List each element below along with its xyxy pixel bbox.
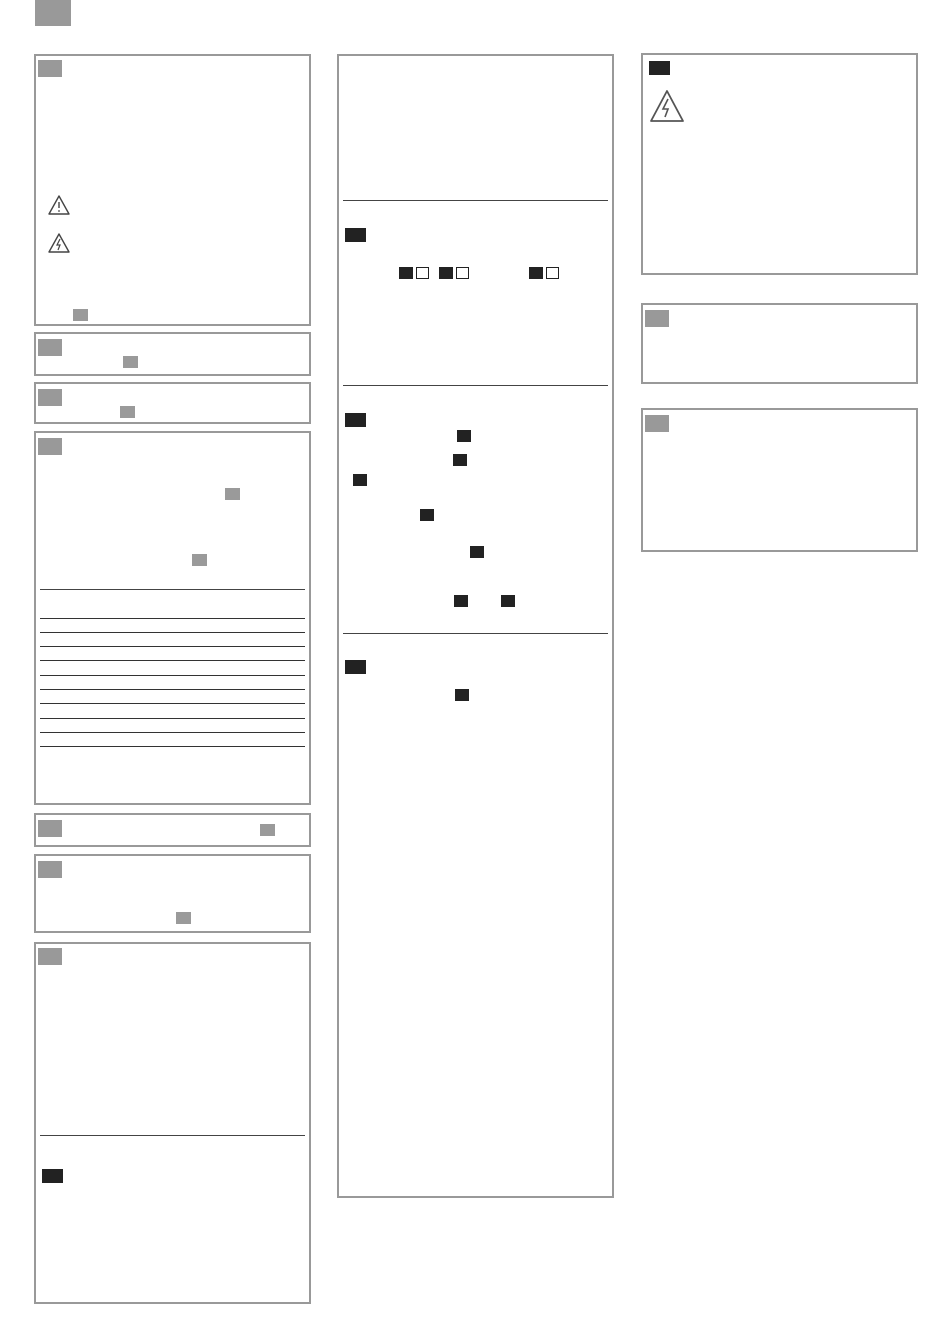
table-row [40, 718, 305, 719]
indicator-filled [399, 267, 413, 279]
left-section-6 [34, 854, 311, 933]
inline-reference [470, 546, 484, 558]
subsection-marker [345, 413, 366, 427]
left-section-3 [34, 382, 311, 424]
subsection-marker [649, 61, 670, 75]
table-row [40, 618, 305, 619]
indicator-filled [439, 267, 453, 279]
subsection-marker [42, 1169, 63, 1183]
subsection-marker [345, 660, 366, 674]
inline-reference [455, 689, 469, 701]
inline-marker [123, 356, 138, 368]
section-marker [38, 438, 62, 455]
section-divider [40, 1135, 305, 1136]
left-section-safety [34, 54, 311, 326]
table-row [40, 732, 305, 733]
section-marker [38, 389, 62, 406]
inline-reference [501, 595, 515, 607]
table-row [40, 632, 305, 633]
table-row [40, 660, 305, 661]
left-section-table [34, 431, 311, 805]
section-divider [343, 385, 608, 386]
table-row [40, 703, 305, 704]
inline-reference [420, 509, 434, 521]
left-section-2 [34, 332, 311, 376]
section-marker [645, 310, 669, 327]
inline-reference [453, 454, 467, 466]
inline-reference [457, 430, 471, 442]
section-marker [38, 339, 62, 356]
indicator-empty [546, 267, 559, 279]
section-marker [38, 820, 62, 837]
right-section-warning [641, 53, 918, 275]
left-section-7 [34, 942, 311, 1304]
indicator-filled [529, 267, 543, 279]
middle-column-panel [337, 54, 614, 1198]
inline-reference [454, 595, 468, 607]
warning-triangle-icon [48, 194, 70, 216]
table-row [40, 675, 305, 676]
table-row [40, 646, 305, 647]
electric-hazard-icon [48, 232, 70, 254]
right-section-2 [641, 303, 918, 384]
section-marker [38, 60, 62, 77]
inline-marker [176, 912, 191, 924]
inline-marker [260, 824, 275, 836]
section-marker [38, 861, 62, 878]
right-section-3 [641, 408, 918, 552]
table-row [40, 746, 305, 747]
electric-hazard-icon [649, 89, 685, 123]
indicator-empty [416, 267, 429, 279]
subsection-marker [345, 228, 366, 242]
section-divider [343, 200, 608, 201]
table-row [40, 689, 305, 690]
page-header-marker [35, 0, 71, 26]
section-divider [343, 633, 608, 634]
inline-marker [225, 488, 240, 500]
left-section-5 [34, 813, 311, 847]
inline-reference [353, 474, 367, 486]
inline-marker [120, 406, 135, 418]
section-divider [40, 589, 305, 590]
section-marker [645, 415, 669, 432]
inline-marker [73, 309, 88, 321]
section-marker [38, 948, 62, 965]
inline-marker [192, 554, 207, 566]
indicator-empty [456, 267, 469, 279]
